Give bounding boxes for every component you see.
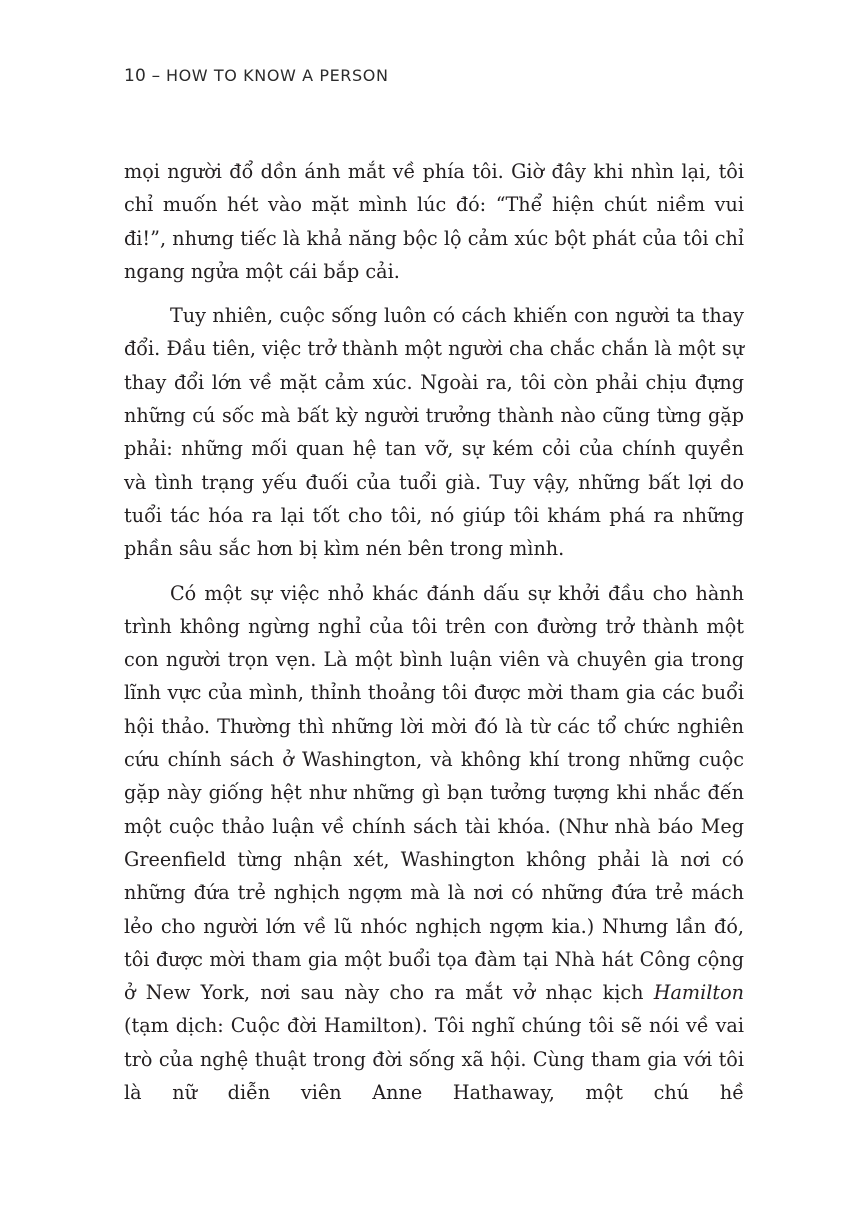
paragraph-continuation: mọi người đổ dồn ánh mắt về phía tôi. Giờ đây khi nhìn lại, tôi chỉ muốn hét vào mặt mình lúc đó: “Thể hiện chút niềm vui đi!”, nhưng tiếc là khả năng bộc lộ cảm xúc bột phát của tôi chỉ ngang ngửa một cái bắp cải. bbox=[124, 160, 744, 283]
paragraph-text-part-1: Có một sự việc nhỏ khác đánh dấu sự khởi đầu cho hành trình không ngừng nghỉ của tôi trên con đường trở thành một con người trọn vẹn. Là một bình luận viên và chuyên gia trong lĩnh vực của mình, thỉnh thoảng tôi được mời tham gia các buổi hội thảo. Thường thì những lời mời đó là từ các tổ chức nghiên cứu chính sách ở Washington, và không khí trong những cuộc gặp này giống hệt như những gì bạn tưởng tượng khi nhắc đến một cuộc thảo luận về chính sách tài khóa. (Như nhà báo Meg Greenfield từng nhận xét, Washington không phải là nơi có những đứa trẻ nghịch ngợm mà là nơi có những đứa trẻ mách lẻo cho người lớn về lũ nhóc nghịch ngợm kia.) Nhưng lần đó, tôi được mời tham gia một buổi tọa đàm tại Nhà hát Công cộng ở New York, nơi sau này cho ra mắt vở nhạc kịch bbox=[124, 581, 744, 1005]
running-header bbox=[124, 66, 389, 86]
italic-title-hamilton: Hamilton bbox=[653, 981, 744, 1005]
page-number: 10 bbox=[124, 66, 147, 86]
paragraph-life-changes: Tuy nhiên, cuộc sống luôn có cách khiến con người ta thay đổi. Đầu tiên, việc trở thành một người cha chắc chắn là một sự thay đổi lớn về mặt cảm xúc. Ngoài ra, tôi còn phải chịu đựng những cú sốc mà bất kỳ người trưởng thành nào cũng từng gặp phải: những mối quan hệ tan vỡ, sự kém cỏi của chính quyền và tình trạng yếu đuối của tuổi già. Tuy vậy, những bất lợi do tuổi tác hóa ra lại tốt cho tôi, nó giúp tôi khám phá ra những phần sâu sắc hơn bị kìm nén bên trong mình. bbox=[124, 304, 744, 561]
header-separator: – bbox=[146, 66, 166, 86]
page-body bbox=[124, 155, 744, 1109]
book-title: HOW TO KNOW A PERSON bbox=[165, 66, 389, 85]
paragraph-public-theater bbox=[124, 577, 744, 1110]
paragraph-text-part-2: (tạm dịch: Cuộc đời Hamilton). Tôi nghĩ chúng tôi sẽ nói về vai trò của nghệ thuật trong đời sống xã hội. Cùng tham gia với tôi là nữ diễn viên Anne Hathaway, một chú hề bbox=[124, 1014, 744, 1105]
